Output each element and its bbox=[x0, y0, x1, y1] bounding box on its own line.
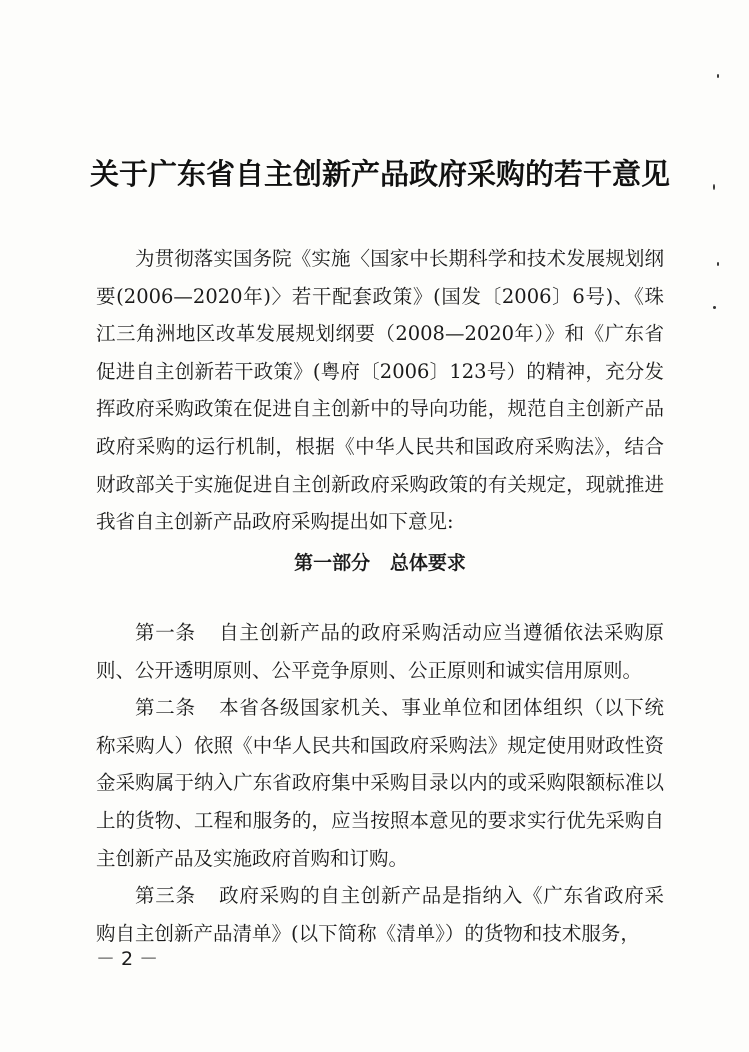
articles-list bbox=[96, 614, 664, 952]
article-label: 第二条 bbox=[135, 696, 196, 720]
intro-paragraph bbox=[96, 240, 664, 541]
article-label: 第三条 bbox=[135, 884, 196, 908]
document-title: 关于广东省自主创新产品政府采购的若干意见 bbox=[89, 157, 670, 191]
scan-speck bbox=[713, 184, 715, 190]
article-3 bbox=[96, 877, 664, 952]
scan-speck bbox=[717, 262, 719, 266]
scan-speck bbox=[717, 74, 719, 78]
article-label: 第一条 bbox=[135, 621, 196, 644]
page-number: － 2 － bbox=[96, 948, 159, 970]
scan-speck bbox=[713, 306, 716, 309]
article-text: 自主创新产品的政府采购活动应当遵循依法采购原则、公开透明原则、公平竞争原则、公正原则和诚实信用原则。 bbox=[96, 621, 664, 682]
article-1 bbox=[96, 614, 664, 689]
article-text: 本省各级国家机关、事业单位和团体组织（以下统称采购人）依照《中华人民共和国政府采购法》规定使用财政性资金采购属于纳入广东省政府集中采购目录以内的或采购限额标准以上的货物、工程和服务的，应当按照本意见的要求实行优先采购自主创新产品及实施政府首购和订购。 bbox=[96, 696, 664, 870]
article-2 bbox=[96, 689, 664, 877]
section-heading: 第一部分 总体要求 bbox=[294, 552, 466, 574]
intro-text: 为贯彻落实国务院《实施〈国家中长期科学和技术发展规划纲要(2006—2020年)〉若干配套政策》(国发〔2006〕6号)、《珠江三角洲地区改革发展规划纲要（2008—2020年）》和《广东省促进自主创新若干政策》(粤府〔2006〕123号）的精神，充分发挥政府采购政策在促进自主创新中的导向功能，规范自主创新产品政府采购的运行机制，根据《中华人民共和国政府采购法》，结合财政部关于实施促进自主创新政府采购政策的有关规定，现就推进我省自主创新产品政府采购提出如下意见: bbox=[96, 247, 664, 534]
article-text: 政府采购的自主创新产品是指纳入《广东省政府采购自主创新产品清单》(以下简称《清单》）的货物和技术服务， bbox=[96, 884, 664, 945]
